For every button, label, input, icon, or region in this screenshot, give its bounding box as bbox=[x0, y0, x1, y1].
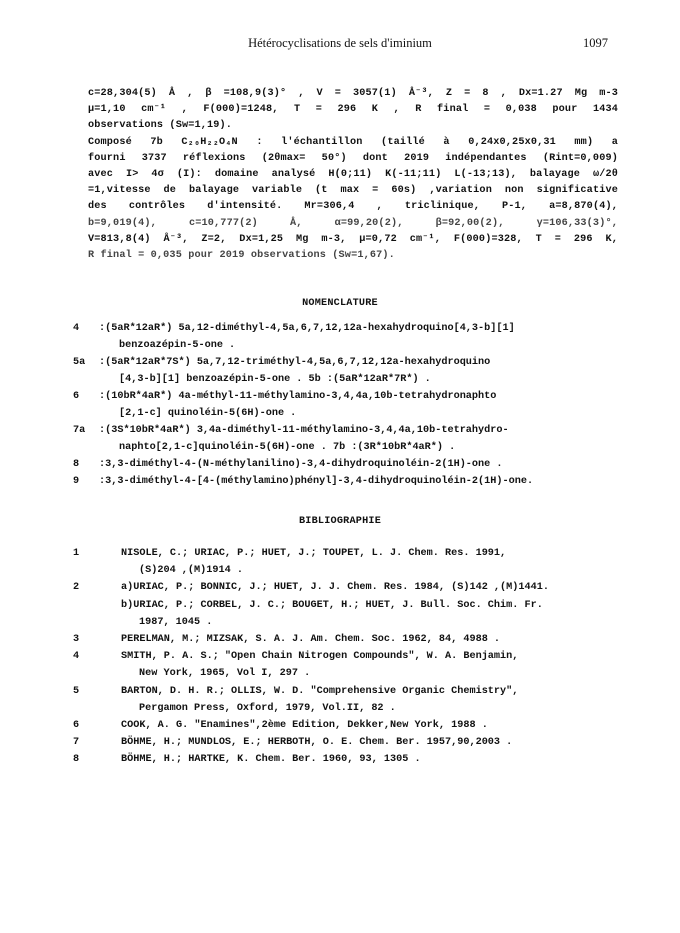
list-item bbox=[73, 631, 633, 648]
compound-number: 5a bbox=[73, 357, 86, 368]
reference-text: BARTON, D. H. R.; OLLIS, W. D. "Comprehensive Organic Chemistry", bbox=[121, 685, 519, 697]
reference-number: 7 bbox=[73, 737, 80, 749]
compound-number: 7a bbox=[73, 425, 86, 436]
text-line: c=28,304(5) Å , β =108,9(3)° , V = 3057(1) Å⁻³, Z = 8 , Dx=1.27 Mg m-3 bbox=[88, 88, 618, 99]
reference-text-cont: 1987, 1045 . bbox=[139, 616, 213, 628]
text-line: b=9,019(4), c=10,777(2) Å, α=99,20(2), β=92,00(2), γ=106,33(3)°, bbox=[88, 217, 618, 229]
compound-name: :(10bR*4aR*) 4a-méthyl-11-méthylamino-3,4,4a,10b-tetrahydronaphto bbox=[99, 391, 497, 402]
compound-name: :(3S*10bR*4aR*) 3,4a-diméthyl-11-méthylamino-3,4,4a,10b-tetrahydro- bbox=[99, 425, 509, 436]
compound-number: 4 bbox=[73, 323, 80, 334]
reference-number: 6 bbox=[73, 720, 80, 732]
text-line: fourni 3737 réflexions (2θmax= 50°) dont 2019 indépendantes (Rint=0,009) bbox=[88, 152, 618, 164]
reference-text-cont: (S)204 ,(M)1914 . bbox=[139, 565, 243, 577]
list-item bbox=[73, 734, 633, 751]
nomenclature-title: NOMENCLATURE bbox=[302, 298, 378, 309]
reference-number: 3 bbox=[73, 634, 80, 646]
running-title: Hétérocyclisations de sels d'iminium bbox=[248, 36, 432, 50]
reference-text: NISOLE, C.; URIAC, P.; HUET, J.; TOUPET, L. J. Chem. Res. 1991, bbox=[121, 548, 507, 559]
compound-name: :(5aR*12aR*7S*) 5a,7,12-triméthyl-4,5a,6,7,12,12a-hexahydroquino bbox=[99, 357, 491, 368]
list-item bbox=[73, 473, 633, 490]
bibliography-list bbox=[73, 545, 633, 769]
bibliography-title: BIBLIOGRAPHIE bbox=[298, 516, 382, 527]
reference-number: 2 bbox=[73, 582, 80, 594]
reference-number: 5 bbox=[73, 685, 80, 697]
page-header bbox=[0, 36, 680, 56]
list-item bbox=[73, 717, 633, 734]
list-item bbox=[73, 545, 633, 579]
text-line: observations (Sw=1,19). bbox=[88, 120, 233, 132]
compound-name-cont: benzoazépin-5-one . bbox=[119, 340, 236, 351]
reference-number: 4 bbox=[73, 651, 80, 663]
list-item bbox=[73, 683, 633, 717]
compound-name-cont: [2,1-c] quinoléin-5(6H)-one . bbox=[119, 408, 297, 419]
nomenclature-list bbox=[73, 320, 633, 490]
reference-text-cont: Pergamon Press, Oxford, 1979, Vol.II, 82 . bbox=[139, 702, 396, 714]
compound-name: :3,3-diméthyl-4-(N-méthylanilino)-3,4-dihydroquinoléin-2(1H)-one . bbox=[99, 459, 503, 470]
list-item bbox=[73, 354, 633, 388]
reference-text: SMITH, P. A. S.; "Open Chain Nitrogen Compounds", W. A. Benjamin, bbox=[121, 651, 519, 663]
reference-text: BÖHME, H.; HARTKE, K. Chem. Ber. 1960, 93, 1305 . bbox=[121, 754, 421, 766]
list-item bbox=[73, 388, 633, 422]
text-line: =1,vitesse de balayage variable (t max = 60s) ,variation non significative bbox=[88, 185, 618, 197]
list-item bbox=[73, 456, 633, 473]
text-line: V=813,8(4) Å⁻³, Z=2, Dx=1,25 Mg m-3, μ=0,72 cm⁻¹, F(000)=328, T = 296 K, bbox=[88, 233, 618, 245]
compound-name: :3,3-diméthyl-4-[4-(méthylamino)phényl]-3,4-dihydroquinoléin-2(1H)-one. bbox=[99, 476, 534, 487]
reference-number: 1 bbox=[73, 548, 80, 559]
reference-text: BÖHME, H.; MUNDLOS, E.; HERBOTH, O. E. Chem. Ber. 1957,90,2003 . bbox=[121, 737, 513, 749]
list-item bbox=[73, 648, 633, 682]
page-number: 1097 bbox=[583, 36, 608, 50]
compound-name-cont: [4,3-b][1] benzoazépin-5-one . 5b :(5aR*12aR*7R*) . bbox=[119, 374, 431, 385]
reference-text: b)URIAC, P.; CORBEL, J. C.; BOUGET, H.; HUET, J. Bull. Soc. Chim. Fr. bbox=[121, 599, 543, 611]
reference-number: 8 bbox=[73, 754, 80, 766]
list-item bbox=[73, 320, 633, 354]
crystallography-text bbox=[88, 86, 618, 264]
list-item bbox=[73, 751, 633, 768]
text-line: R final = 0,035 pour 2019 observations (Sw=1,67). bbox=[88, 249, 395, 261]
list-item bbox=[73, 579, 633, 631]
compound-number: 9 bbox=[73, 476, 80, 487]
reference-text: COOK, A. G. "Enamines",2ème Edition, Dekker,New York, 1988 . bbox=[121, 720, 488, 732]
compound-name-cont: naphto[2,1-c]quinoléin-5(6H)-one . 7b :(3R*10bR*4aR*) . bbox=[119, 442, 456, 453]
text-line: Composé 7b C₂₀H₂₂O₄N : l'échantillon (taillé à 0,24x0,25x0,31 mm) a bbox=[88, 136, 618, 148]
reference-text-cont: New York, 1965, Vol I, 297 . bbox=[139, 668, 311, 680]
compound-number: 6 bbox=[73, 391, 80, 402]
text-line: μ=1,10 cm⁻¹ , F(000)=1248, T = 296 K , R final = 0,038 pour 1434 bbox=[88, 104, 618, 116]
reference-text: a)URIAC, P.; BONNIC, J.; HUET, J. J. Chem. Res. 1984, (S)142 ,(M)1441. bbox=[121, 582, 549, 594]
text-line: avec I> 4σ (I): domaine analysé H(0;11) K(-11;11) L(-13;13), balayage ω/2θ bbox=[88, 168, 618, 180]
text-line: des contrôles d'intensité. Mr=306,4 , triclinique, P-1, a=8,870(4), bbox=[88, 201, 618, 213]
compound-number: 8 bbox=[73, 459, 80, 470]
list-item bbox=[73, 422, 633, 456]
reference-text: PERELMAN, M.; MIZSAK, S. A. J. Am. Chem. Soc. 1962, 84, 4988 . bbox=[121, 634, 501, 646]
compound-name: :(5aR*12aR*) 5a,12-diméthyl-4,5a,6,7,12,12a-hexahydroquino[4,3-b][1] bbox=[99, 323, 515, 334]
